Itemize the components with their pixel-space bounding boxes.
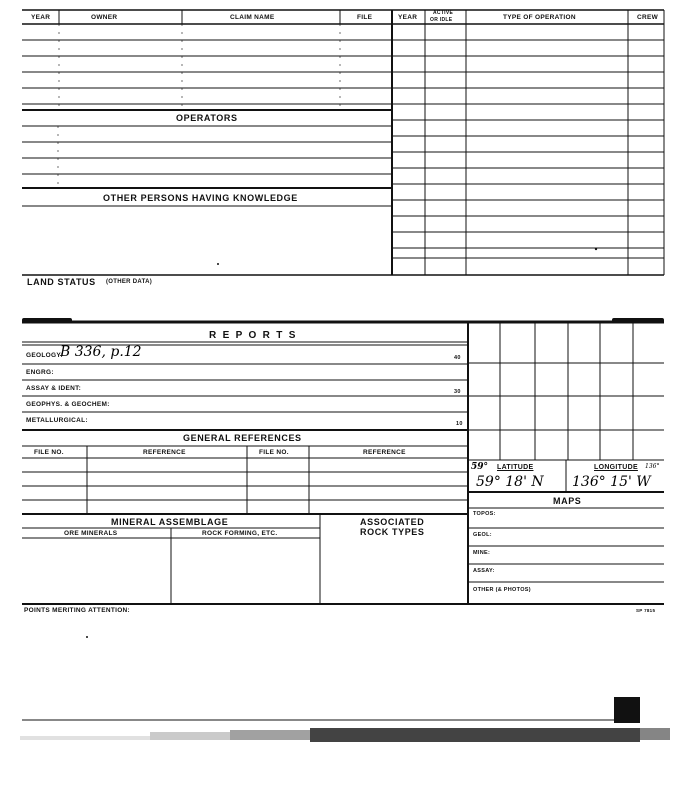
latitude-value: 59° 18' N [476,474,544,490]
report-geophys-label: GEOPHYS. & GEOCHEM: [26,401,110,408]
ref-header-reference-1: REFERENCE [143,449,186,456]
report-assay-label: ASSAY & IDENT: [26,385,82,392]
header-active: ACTIVE [433,10,454,16]
header-claim-name: CLAIM NAME [230,14,275,21]
header-file: FILE [357,14,373,21]
mineral-assemblage-title: MINERAL ASSEMBLAGE [111,517,229,527]
report-number-30: 30 [454,389,461,395]
rock-forming-header: ROCK FORMING, ETC. [202,530,278,537]
maps-other: OTHER (& PHOTOS) [473,587,531,593]
report-number-10: 10 [456,421,463,427]
report-number-40: 40 [454,355,461,361]
ref-header-file-no-1: FILE NO. [34,449,64,456]
report-geology-label: GEOLOGY: [26,352,63,359]
header-year-right: YEAR [398,14,418,21]
header-or-idle: OR IDLE [430,17,453,23]
maps-topos: TOPOS: [473,511,496,517]
header-type-of-operation: TYPE OF OPERATION [503,14,576,21]
rock-types-header: ROCK TYPES [360,527,425,537]
ore-minerals-header: ORE MINERALS [64,530,118,537]
general-references-title: GENERAL REFERENCES [183,433,302,443]
ref-header-reference-2: REFERENCE [363,449,406,456]
points-meriting-attention: POINTS MERITING ATTENTION: [24,607,131,614]
operators-title: OPERATORS [176,113,238,123]
latitude-label: LATITUDE [497,464,534,471]
maps-mine: MINE: [473,550,491,556]
longitude-suffix: 136° [645,463,660,470]
maps-assay: ASSAY: [473,568,495,574]
reports-title: R E P O R T S [209,330,298,341]
lat-prefix: 59° [471,462,489,472]
associated-header: ASSOCIATED [360,517,425,527]
longitude-value: 136° 15' W [572,474,651,490]
report-geology-value: B 336, p.12 [60,344,142,360]
report-metallurgical-label: METALLURGICAL: [26,417,88,424]
form-number: SP 7815 [636,608,656,613]
header-crew: CREW [637,14,659,21]
other-persons-title: OTHER PERSONS HAVING KNOWLEDGE [103,193,298,203]
header-year: YEAR [31,14,51,21]
report-engrg-label: ENGRG: [26,369,54,376]
header-owner: OWNER [91,14,118,21]
land-status-label: LAND STATUS [27,277,96,287]
scan-noise-band [20,728,670,742]
ref-header-file-no-2: FILE NO. [259,449,289,456]
longitude-label: LONGITUDE [594,464,638,471]
land-status-sub: (OTHER DATA) [106,279,153,285]
maps-title: MAPS [553,496,582,506]
maps-geol: GEOL: [473,532,492,538]
